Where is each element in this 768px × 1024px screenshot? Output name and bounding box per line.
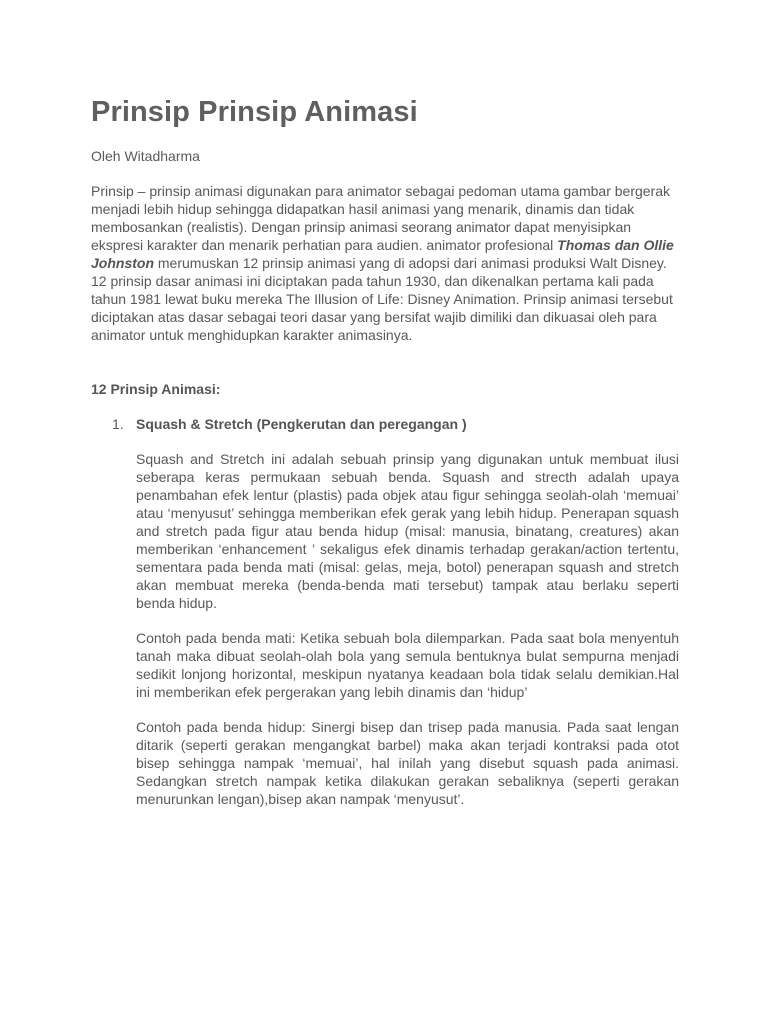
section-heading: 12 Prinsip Animasi: bbox=[91, 381, 221, 397]
intro-text-part-2: merumuskan 12 prinsip animasi yang di adopsi dari animasi produksi Walt Disney. 12 prinsip dasar animasi ini diciptakan pada tahun 1930, dan dikenalkan pertama kali pada tahun 1981 lewat buku mereka The Illusion of Life: Disney Animation. Prinsip animasi tersebut diciptakan atas dasar sebagai teori dasar yang bersifat wajib dimiliki dan dikuasai oleh para animator untuk menghidupkan karakter animasinya. bbox=[91, 255, 673, 343]
principle-number: 1. bbox=[112, 416, 124, 432]
principle-paragraph-definition: Squash and Stretch ini adalah sebuah prinsip yang digunakan untuk membuat ilusi seberapa keras permukaan sebuah benda. Squash and strecth adalah upaya penambahan efek lentur (plastis) pada objek atau figur sehingga seolah-olah ‘memuai’ atau ‘menyusut’ sehingga memberikan efek gerak yang lebih hidup. Penerapan squash and stretch pada figur atau benda hidup (misal: manusia, binatang, creatures) akan memberikan ‘enhancement ’ sekaligus efek dinamis terhadap gerakan/action tertentu, sementara pada benda mati (misal: gelas, meja, botol) penerapan squash and stretch akan membuat mereka (benda-benda mati tersebut) tampak atau berlaku seperti benda hidup. bbox=[136, 451, 679, 611]
intro-text-part-1: Prinsip – prinsip animasi digunakan para animator sebagai pedoman utama gambar bergerak menjadi lebih hidup sehingga didapatkan hasil animasi yang menarik, dinamis dan tidak membosankan (realistis). Dengan prinsip animasi seorang animator dapat menyisipkan ekspresi karakter dan menarik perhatian para audien. animator profesional bbox=[91, 183, 671, 253]
document-page bbox=[91, 92, 679, 808]
document-title: Prinsip Prinsip Animasi bbox=[91, 96, 418, 128]
intro-emphasis-names: Thomas dan Ollie Johnston bbox=[91, 237, 674, 271]
principle-item-1 bbox=[91, 415, 679, 808]
principle-paragraph-inanimate-example: Contoh pada benda mati: Ketika sebuah bola dilemparkan. Pada saat bola menyentuh tanah maka dibuat seolah-olah bola yang semula bentuknya bulat sempurna menjadi sedikit lonjong horizontal, meskipun nyatanya keadaan bola tidak selalu demikian.Hal ini memberikan efek pergerakan yang lebih dinamis dan ‘hidup’ bbox=[136, 630, 679, 700]
intro-paragraph bbox=[91, 182, 679, 344]
principle-paragraph-living-example: Contoh pada benda hidup: Sinergi bisep dan trisep pada manusia. Pada saat lengan ditarik (seperti gerakan mengangkat barbel) maka akan terjadi kontraksi pada otot bisep sehingga nampak ‘memuai’, hal inilah yang disebut squash pada animasi. Sedangkan stretch nampak ketika dilakukan gerakan sebaliknya (seperti gerakan menurunkan lengan),bisep akan nampak ‘menyusut’. bbox=[136, 719, 679, 807]
principle-list bbox=[91, 415, 679, 808]
principle-title: Squash & Stretch (Pengkerutan dan peregangan ) bbox=[136, 416, 467, 432]
author-line: Oleh Witadharma bbox=[91, 148, 200, 164]
